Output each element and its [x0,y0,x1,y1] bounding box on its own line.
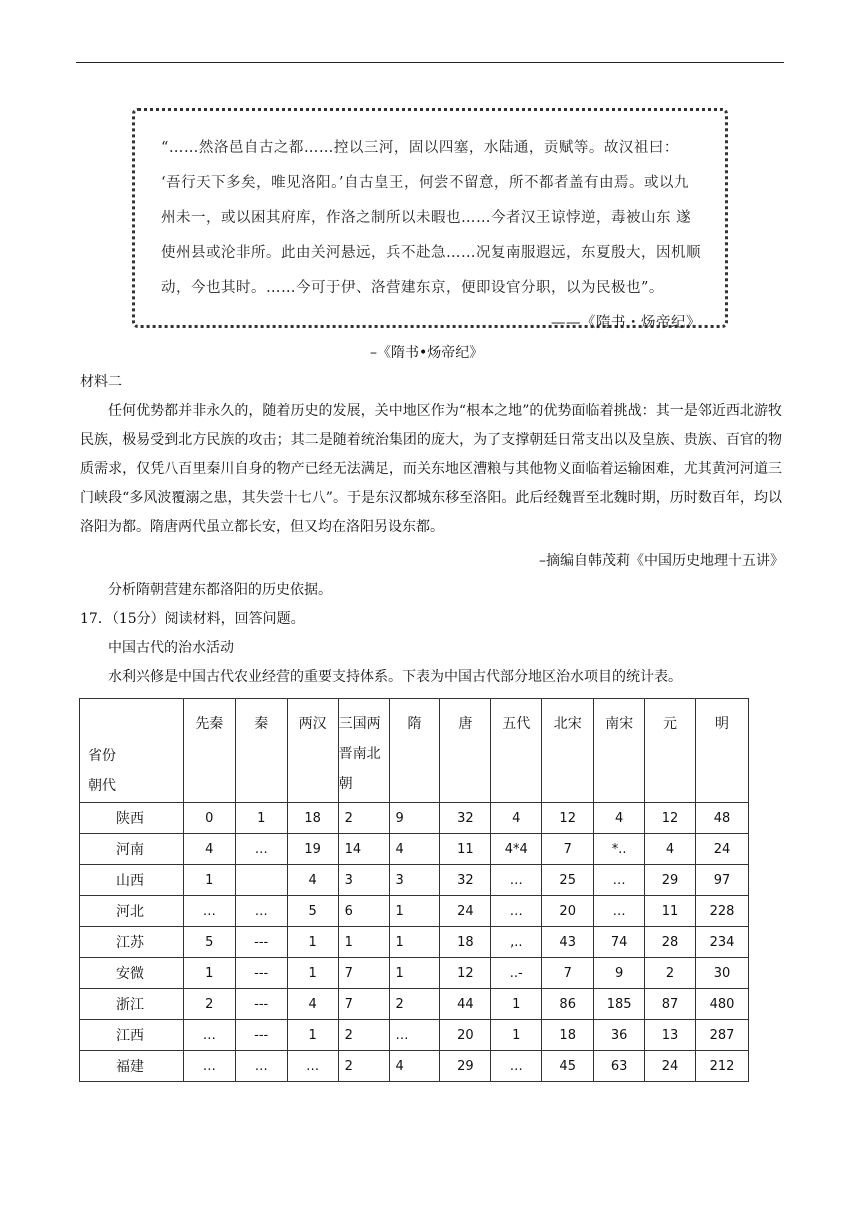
table-cell: 2 [338,1051,389,1082]
quote-line: 州未一，或以困其府库，作洛之制所以未暇也……今者汉王谅悖逆，毒被山东 遂 [161,210,692,226]
table-cell: … [491,865,542,896]
column-header: 明 [695,699,748,803]
province-cell: 江苏 [80,927,184,958]
table-cell: 1 [491,989,542,1020]
table-cell: … [235,896,287,927]
province-cell: 山西 [80,865,184,896]
table-cell: 20 [542,896,594,927]
table-body [80,803,749,1082]
table-cell: 287 [695,1020,748,1051]
table-cell: 480 [695,989,748,1020]
corner-province-label: 省份 [88,748,116,764]
column-header: 元 [645,699,696,803]
table-cell: ,.. [491,927,542,958]
table-cell: 2 [389,989,440,1020]
table-cell: … [183,1020,235,1051]
table-cell: 1 [389,958,440,989]
table-row [80,834,749,865]
table-cell: 32 [440,865,491,896]
page-top-rule [76,62,784,63]
table-cell: 24 [645,1051,696,1082]
table-cell [235,865,287,896]
table-cell: 11 [440,834,491,865]
table-cell: --- [235,927,287,958]
table-cell: … [235,1051,287,1082]
table-cell: 7 [542,834,594,865]
table-cell: 11 [645,896,696,927]
column-header: 先秦 [183,699,235,803]
province-cell: 浙江 [80,989,184,1020]
table-cell: … [491,896,542,927]
table-cell: 29 [645,865,696,896]
column-header: 北宋 [542,699,594,803]
table-cell: 234 [695,927,748,958]
province-cell: 河南 [80,834,184,865]
quote-image-box [132,108,728,331]
table-row [80,865,749,896]
quote-line: 使州县或沦非所。此由关河悬远，兵不赴急……况复南服遐远，东夏殷大，因机顺 [161,245,701,261]
table-cell: 12 [645,803,696,834]
table-cell: 212 [695,1051,748,1082]
province-cell: 河北 [80,896,184,927]
table-cell: 5 [287,896,338,927]
table-cell: 1 [183,958,235,989]
table-cell: 4 [183,834,235,865]
column-header: 南宋 [594,699,645,803]
table-cell: … [389,1020,440,1051]
table-cell: 2 [183,989,235,1020]
table-cell: 4 [287,989,338,1020]
table-cell: --- [235,989,287,1020]
table-cell: 63 [594,1051,645,1082]
material2-body: 任何优势都并非永久的，随着历史的发展，关中地区作为“根本之地”的优势面临着挑战：其一是邻近西北游牧民族，极易受到北方民族的攻击；其二是随着统治集团的庞大，为了支撑朝廷日常支出以及皇族、贵族、百官的物质需求，仅凭八百里秦川自身的物产已经无法满足，而关东地区漕粮与其他物义面临着运输困难，尤其黄河河道三门峡段“多风波覆溺之患，其失尝十七八”。于是东汉都城东移至洛阳。此后经魏晋至北魏时期，历时数百年，均以洛阳为都。隋唐两代虽立都长安，但又均在洛阳另设东都。 [80,403,782,535]
table-cell: 20 [440,1020,491,1051]
table-cell: ..- [491,958,542,989]
table-cell: 4 [594,803,645,834]
table-cell: … [183,896,235,927]
table-cell: 28 [645,927,696,958]
table-row [80,1020,749,1051]
table-cell: 2 [338,803,389,834]
table-cell: 12 [440,958,491,989]
table-cell: 9 [594,958,645,989]
table-cell: 9 [389,803,440,834]
table-cell: 5 [183,927,235,958]
table-cell: 185 [594,989,645,1020]
table-cell: … [491,1051,542,1082]
table-cell: 18 [542,1020,594,1051]
table-cell: 3 [389,865,440,896]
province-cell: 安微 [80,958,184,989]
table-cell: 12 [542,803,594,834]
column-header: 唐 [440,699,491,803]
table-cell: 2 [645,958,696,989]
quote-caption: –《隋书•炀帝纪》 [370,345,484,361]
quote-line: ‘吾行天下多矣，唯见洛阳。’自古皇王，何尝不留意，所不都者盖有由焉。或以九 [161,175,689,191]
column-header: 隋 [389,699,440,803]
table-cell: 48 [695,803,748,834]
province-cell: 陕西 [80,803,184,834]
table-cell: 24 [695,834,748,865]
table-cell: 1 [183,865,235,896]
table-row [80,803,749,834]
table-cell: 7 [338,958,389,989]
column-header: 五代 [491,699,542,803]
table-cell: --- [235,1020,287,1051]
table-cell: 30 [695,958,748,989]
column-header: 两汉 [287,699,338,803]
table-row [80,927,749,958]
table-cell: 24 [440,896,491,927]
table-cell: 44 [440,989,491,1020]
material2-source: –摘编自韩茂莉《中国历史地理十五讲》 [539,553,784,569]
table-cell: 1 [287,958,338,989]
table-cell: 97 [695,865,748,896]
table-cell: 1 [338,927,389,958]
table-cell: 13 [645,1020,696,1051]
table-cell: … [594,865,645,896]
table-cell: 1 [287,1020,338,1051]
province-cell: 福建 [80,1051,184,1082]
table-row [80,896,749,927]
table-cell: 45 [542,1051,594,1082]
table-cell: 4 [491,803,542,834]
table-header-row [80,699,749,803]
table-cell: … [183,1051,235,1082]
table-row [80,958,749,989]
table-cell: … [287,1051,338,1082]
table-row [80,1051,749,1082]
table-cell: 2 [338,1020,389,1051]
q17-header: 17．（15分）阅读材料，回答问题。 [80,611,305,627]
quote-line: 动，今也其时。……今可于伊、洛营建东京，便即设官分职，以为民极也”。 [161,280,664,296]
table-cell: 14 [338,834,389,865]
table-cell: 1 [235,803,287,834]
table-cell: 87 [645,989,696,1020]
table-cell: 1 [287,927,338,958]
quote-source: ——《隋书・炀帝纪》 [551,315,701,331]
table-cell: 4*4 [491,834,542,865]
table-cell: 4 [287,865,338,896]
table-cell: 4 [389,834,440,865]
province-cell: 江西 [80,1020,184,1051]
table-cell: 1 [389,927,440,958]
table-cell: 0 [183,803,235,834]
material2-question: 分析隋朝营建东都洛阳的历史依据。 [108,582,332,598]
q17-topic: 中国古代的治水活动 [108,640,234,656]
table-cell: 1 [389,896,440,927]
column-header: 三国两晋南北朝 [338,699,389,803]
table-cell: 18 [440,927,491,958]
table-cell: 6 [338,896,389,927]
table-cell: 29 [440,1051,491,1082]
table-cell: 228 [695,896,748,927]
water-projects-table [79,698,749,1082]
table-cell: *.. [594,834,645,865]
table-cell: 18 [287,803,338,834]
table-cell: 19 [287,834,338,865]
table-cell: 74 [594,927,645,958]
table-cell: … [235,834,287,865]
table-row [80,989,749,1020]
table-cell: --- [235,958,287,989]
table-cell: 32 [440,803,491,834]
table-cell: 43 [542,927,594,958]
table-cell: 4 [389,1051,440,1082]
table-cell: 7 [542,958,594,989]
table-cell: 4 [645,834,696,865]
quote-line: “……然洛邑自古之都……控以三河，固以四塞，水陆通，贡赋等。故汉祖曰： [161,140,679,156]
table-cell: … [594,896,645,927]
table-cell: 25 [542,865,594,896]
q17-intro: 水利兴修是中国古代农业经营的重要支持体系。下表为中国古代部分地区治水项目的统计表。 [108,669,682,685]
column-header: 秦 [235,699,287,803]
corner-dynasty-label: 朝代 [88,778,116,794]
table-cell: 1 [491,1020,542,1051]
table-cell: 7 [338,989,389,1020]
material2-title: 材料二 [80,374,122,390]
table-cell: 36 [594,1020,645,1051]
table-cell: 3 [338,865,389,896]
table-cell: 86 [542,989,594,1020]
table-corner-cell [80,699,184,803]
